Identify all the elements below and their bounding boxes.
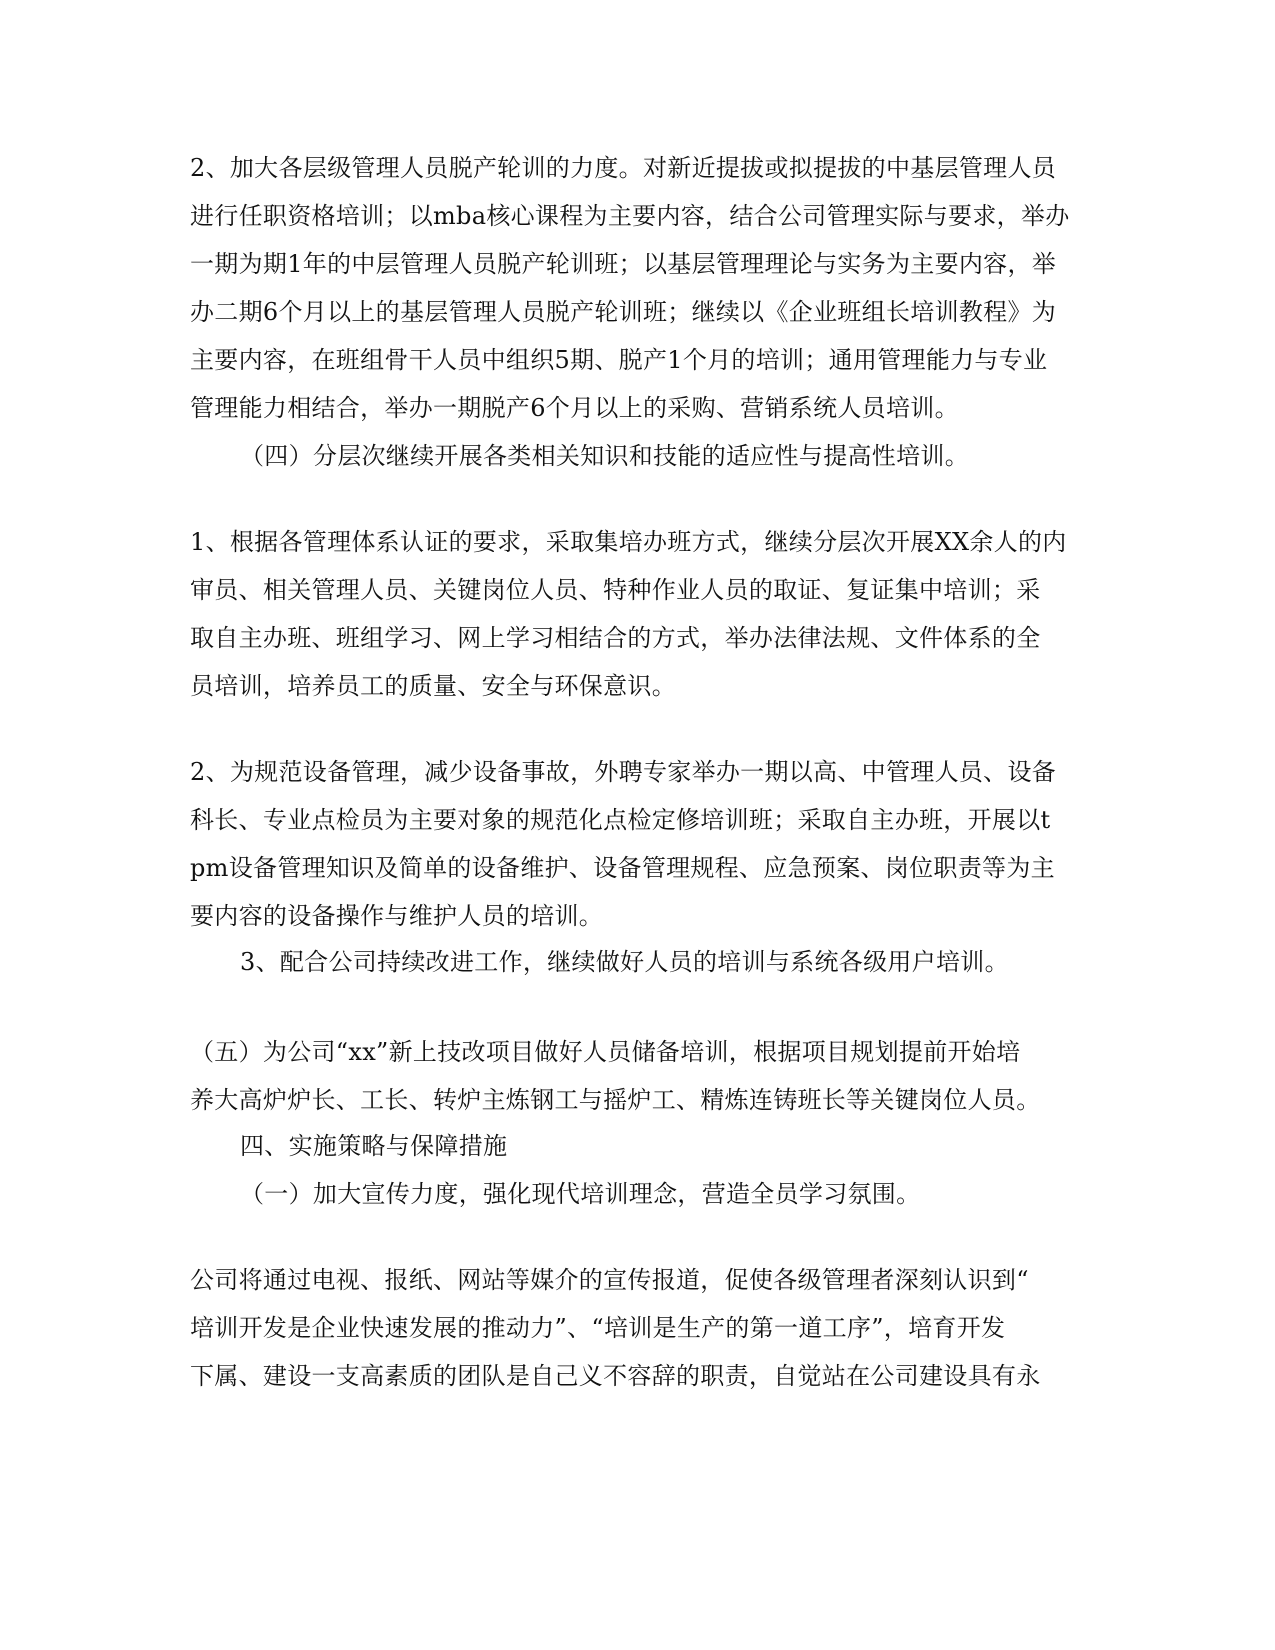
paragraph-line: 要内容的设备操作与维护人员的培训。 <box>190 902 604 930</box>
paragraph-line: 1、根据各管理体系认证的要求，采取集培办班方式，继续分层次开展XX余人的内 <box>190 528 1067 556</box>
paragraph-line: 2、加大各层级管理人员脱产轮训的力度。对新近提拔或拟提拔的中基层管理人员 <box>190 154 1057 182</box>
paragraph-line: 下属、建设一支高素质的团队是自己义不容辞的职责，自觉站在公司建设具有永 <box>190 1362 1041 1390</box>
paragraph-line: 审员、相关管理人员、关键岗位人员、特种作业人员的取证、复证集中培训；采 <box>190 576 1041 604</box>
paragraph-line: 科长、专业点检员为主要对象的规范化点检定修培训班；采取自主办班，开展以t <box>190 806 1051 834</box>
paragraph-line: 办二期6个月以上的基层管理人员脱产轮训班；继续以《企业班组长培训教程》为 <box>190 298 1057 326</box>
paragraph-line: 2、为规范设备管理，减少设备事故，外聘专家举办一期以高、中管理人员、设备 <box>190 758 1057 786</box>
paragraph-line: 培训开发是企业快速发展的推动力”、“培训是生产的第一道工序”，培育开发 <box>190 1314 1006 1342</box>
paragraph-line: 员培训，培养员工的质量、安全与环保意识。 <box>190 672 676 700</box>
paragraph-line: 进行任职资格培训；以mba核心课程为主要内容，结合公司管理实际与要求，举办 <box>190 202 1070 230</box>
section-heading: 四、实施策略与保障措施 <box>240 1132 508 1160</box>
paragraph-line: （五）为公司“xx”新上技改项目做好人员储备培训，根据项目规划提前开始培 <box>190 1038 1021 1066</box>
paragraph-line: pm设备管理知识及简单的设备维护、设备管理规程、应急预案、岗位职责等为主 <box>190 854 1055 882</box>
paragraph-line: 一期为期1年的中层管理人员脱产轮训班；以基层管理理论与实务为主要内容，举 <box>190 250 1057 278</box>
paragraph-line: 主要内容，在班组骨干人员中组织5期、脱产1个月的培训；通用管理能力与专业 <box>190 346 1048 374</box>
section-heading: （四）分层次继续开展各类相关知识和技能的适应性与提高性培训。 <box>240 442 969 470</box>
paragraph-line: 公司将通过电视、报纸、网站等媒介的宣传报道，促使各级管理者深刻认识到“ <box>190 1266 1029 1294</box>
paragraph-line: 养大高炉炉长、工长、转炉主炼钢工与摇炉工、精炼连铸班长等关键岗位人员。 <box>190 1086 1041 1114</box>
paragraph-line: 管理能力相结合，举办一期脱产6个月以上的采购、营销系统人员培训。 <box>190 394 959 422</box>
section-heading: （一）加大宣传力度，强化现代培训理念，营造全员学习氛围。 <box>240 1180 921 1208</box>
paragraph-line: 取自主办班、班组学习、网上学习相结合的方式，举办法律法规、文件体系的全 <box>190 624 1041 652</box>
paragraph-line: 3、配合公司持续改进工作，继续做好人员的培训与系统各级用户培训。 <box>240 948 1009 976</box>
